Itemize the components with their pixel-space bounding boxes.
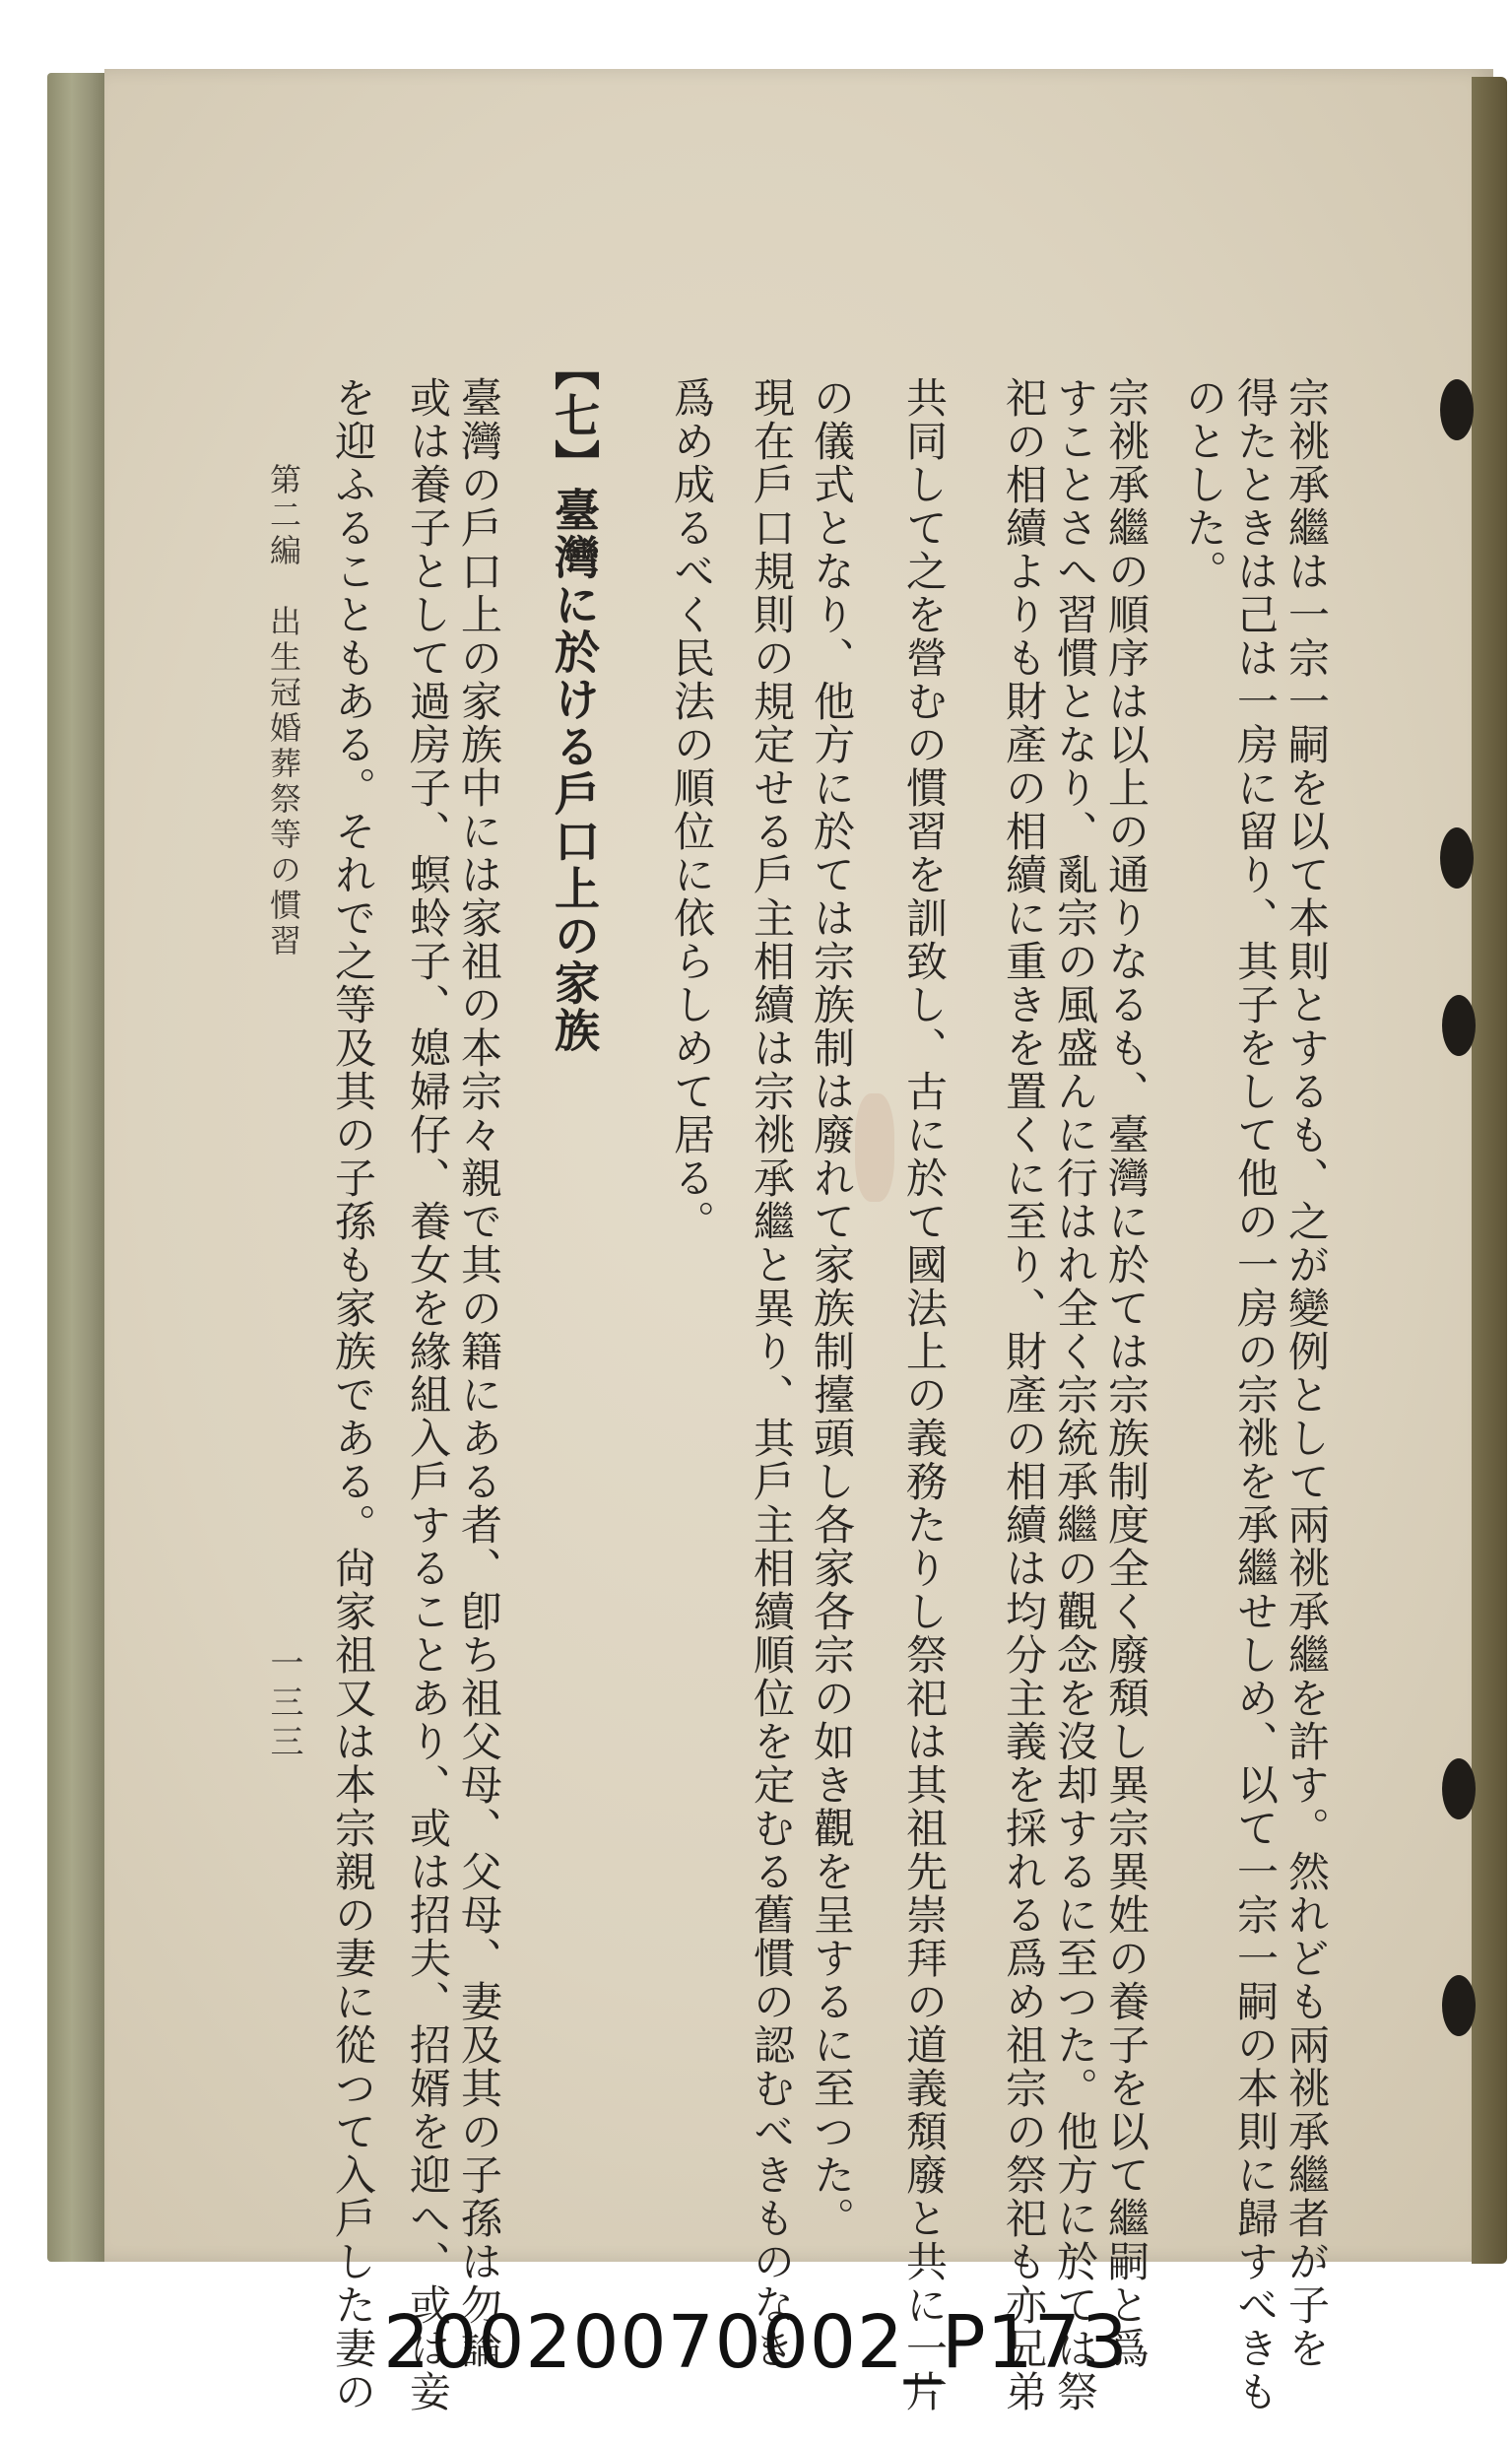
page-number: 一三三 (264, 1645, 303, 1763)
text-column: の儀式となり、他方に於ては宗族制は廢れて家族制擡頭し各家各宗の如き觀を呈するに至つた。 (808, 376, 856, 2240)
binding-hole (1440, 379, 1474, 440)
page-right-edge (1472, 77, 1507, 2264)
text-column: 宗祧承繼は一宗一嗣を以て本則とするも、之が變例として兩祧承繼を許す。然れども兩祧承繼者が子を (1282, 376, 1331, 2370)
text-column: 得たときは己は一房に留り、其子をして他の一房の宗祧を承繼せしめ、以て一宗一嗣の本則に歸すべきも (1231, 376, 1280, 2413)
text-column: 共同して之を營むの慣習を訓致し、古に於て國法上の義務たりし祭祀は其祖先崇拜の道義頽廢と共に一片 (900, 376, 949, 2413)
text-column: のとした。 (1180, 376, 1228, 593)
text-column: を迎ふることもある。それで之等及其の子孫も家族である。尙家祖又は本宗親の妻に從つて入戶した妻の (329, 376, 377, 2413)
image-caption: 20020070002_P173 (383, 2300, 1129, 2385)
paper-stain (855, 1093, 894, 1202)
binding-hole (1442, 995, 1476, 1056)
text-column: 宗祧承繼の順序は以上の通りなるも、臺灣に於ては宗族制度全く廢頽し異宗異姓の養子を以て繼嗣と爲 (1102, 376, 1150, 2370)
page-stack-edge (47, 73, 108, 2262)
text-column: 或は養子として過房子、螟蛉子、媳婦仔、養女を緣組入戶することあり、或は招夫、招婿を迎へ、或は妾 (404, 376, 452, 2413)
running-footer: 第二編 出生冠婚葬祭等の慣習 (265, 463, 302, 959)
text-column: 祀の相續よりも財產の相續に重きを置くに至り、財產の相續は均分主義を採れる爲め祖宗の祭祀も亦兄弟 (1000, 376, 1048, 2413)
section-heading: 【七】臺灣に於ける戶口上の家族 (548, 345, 601, 1054)
binding-hole (1440, 827, 1474, 889)
text-column: すことさへ習慣となり、亂宗の風盛んに行はれ全く宗統承繼の觀念を沒却するに至つた。他方に於ては祭 (1051, 376, 1099, 2413)
text-column: 現在戶口規則の規定せる戶主相續は宗祧承繼と異り、其戶主相續順位を定むる舊慣の認むべきものなき (748, 376, 796, 2370)
text-column: 爲め成るべく民法の順位に依らしめて居る。 (668, 376, 716, 1243)
text-column: 臺灣の戶口上の家族中には家祖の本宗々親で其の籍にある者、卽ち祖父母、父母、妻及其の子孫は勿論 (455, 376, 503, 2370)
binding-hole (1442, 1758, 1476, 1819)
binding-hole (1442, 1975, 1476, 2036)
